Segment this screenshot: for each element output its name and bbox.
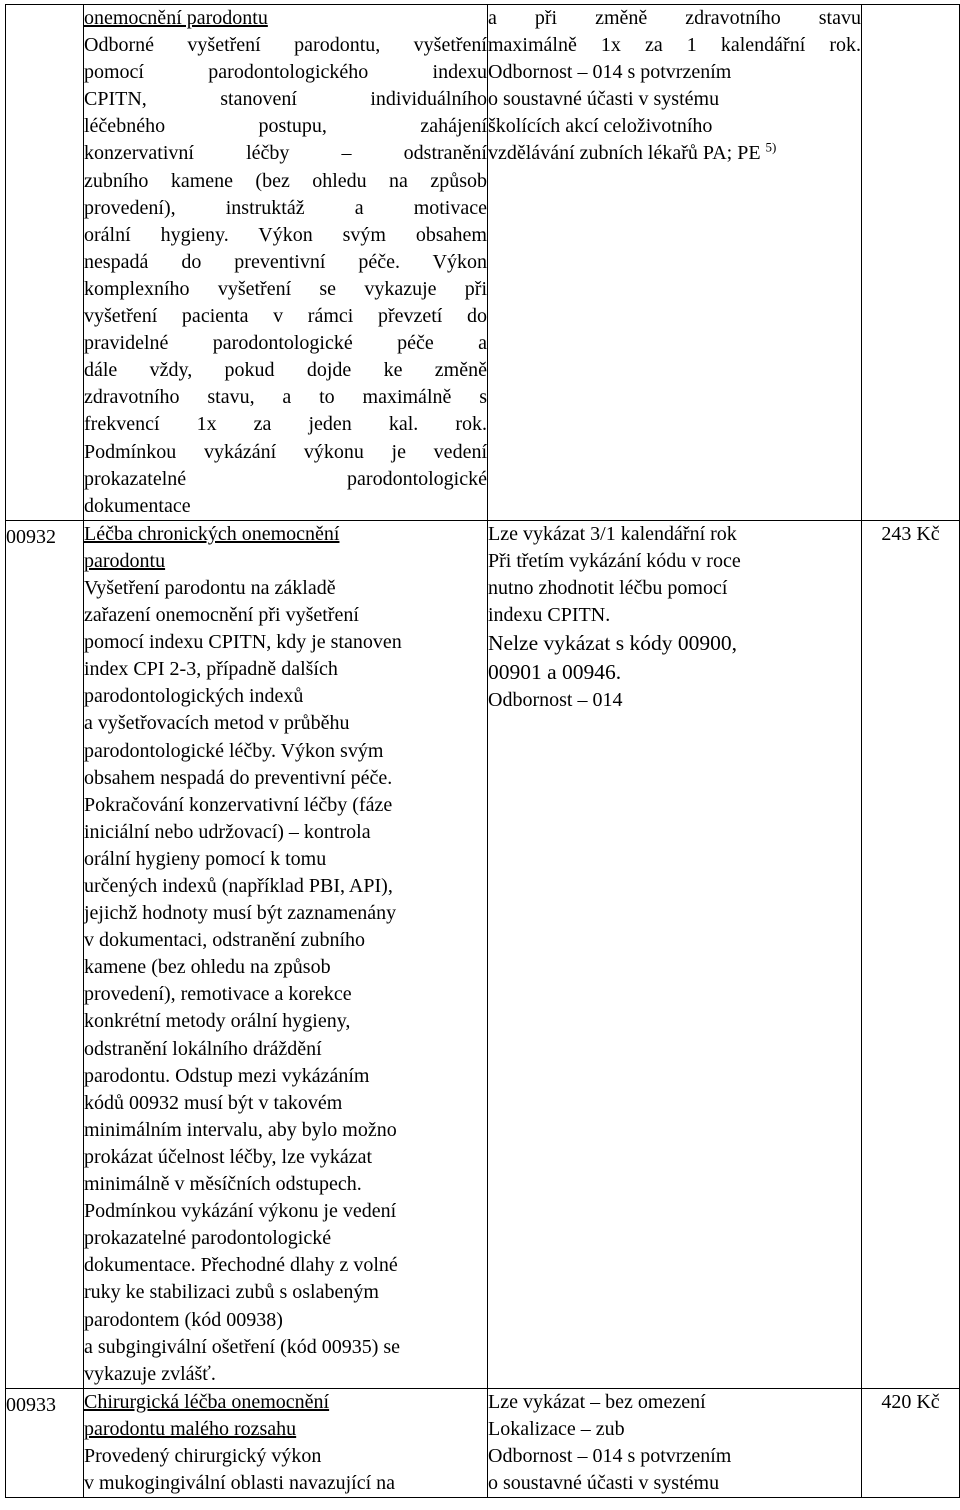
- condition-line: maximálně 1x za 1 kalendářní rok.: [488, 34, 861, 57]
- conditions: [488, 5, 862, 521]
- table-row: [6, 5, 960, 521]
- description-line: obsahem nespadá do preventivní péče.: [84, 766, 393, 789]
- description-line: a vyšetřovacích metod v průběhu: [84, 712, 350, 735]
- description-line: v dokumentaci, odstranění zubního: [84, 929, 366, 952]
- description-line: zdravotního stavu, a to maximálně s: [84, 386, 487, 409]
- description-line: Podmínkou vykázání výkonu je vedení: [84, 1200, 397, 1223]
- procedure-description: [84, 1388, 488, 1497]
- description-line: určených indexů (například PBI, API),: [84, 875, 393, 897]
- condition-line: školících akcí celoživotního: [488, 115, 713, 138]
- description-line: v mukogingivální oblasti navazující na: [84, 1472, 396, 1495]
- description-line: kamene (bez ohledu na způsob: [84, 956, 331, 979]
- condition-line: Lze vykázat – bez omezení: [488, 1390, 706, 1413]
- description-line: orální hygieny pomocí k tomu: [84, 847, 327, 870]
- description-line: dokumentace: [84, 494, 191, 517]
- description-line: odstranění lokálního dráždění: [84, 1037, 322, 1060]
- description-line: pomocí indexu CPITN, kdy je stanoven: [84, 631, 402, 654]
- description-line: dokumentace. Přechodné dlahy z volné: [84, 1254, 398, 1277]
- condition-line: vzdělávání zubních lékařů PA; PE $^{5)}$: [488, 139, 777, 165]
- procedure-table: [5, 4, 960, 1498]
- procedure-title: parodontu: [84, 549, 166, 572]
- description-line: léčebného postupu, zahájení: [84, 115, 487, 138]
- description-line: ruky ke stabilizaci zubů s oslabeným: [84, 1281, 379, 1304]
- description-line: Pokračování konzervativní léčby (fáze: [84, 793, 393, 816]
- description-line: konzervativní léčby – odstranění: [84, 142, 487, 165]
- description-line: CPITN, stanovení individuálního: [84, 88, 487, 111]
- description-line: pomocí parodontologického indexu: [84, 61, 487, 84]
- description-line: orální hygieny. Výkon svým obsahem: [84, 223, 487, 246]
- description-line: parodontem (kód 00938): [84, 1308, 283, 1331]
- condition-line: Nelze vykázat s kódy 00900,: [488, 631, 737, 656]
- description-line: pravidelné parodontologické péče a: [84, 332, 487, 355]
- table-row: [6, 1388, 960, 1497]
- description-line: zubního kamene (bez ohledu na způsob: [84, 169, 487, 192]
- condition-line: a při změně zdravotního stavu: [488, 7, 861, 29]
- procedure-description: [84, 520, 488, 1388]
- description-line: parodontologických indexů: [84, 685, 304, 708]
- footnote-marker: 5): [765, 139, 777, 155]
- condition-line: o soustavné účasti v systému: [488, 1472, 720, 1495]
- description-line: provedení), instruktáž a motivace: [84, 196, 487, 219]
- description-line: jejichž hodnoty musí být zaznamenány: [84, 902, 397, 925]
- description-line: Odborné vyšetření parodontu, vyšetření: [84, 34, 487, 57]
- description-line: konkrétní metody orální hygieny,: [84, 1010, 351, 1033]
- condition-line: o soustavné účasti v systému: [488, 88, 720, 111]
- description-line: Podmínkou vykázání výkonu je vedení: [84, 440, 487, 463]
- condition-line: nutno zhodnotit léčbu pomocí: [488, 576, 728, 599]
- description-line: dále vždy, pokud dojde ke změně: [84, 359, 487, 382]
- description-line: prokazatelné parodontologické: [84, 467, 487, 490]
- condition-line: Lokalizace – zub: [488, 1417, 625, 1440]
- condition-line: Odbornost – 014: [488, 689, 623, 712]
- description-line: parodontologické léčby. Výkon svým: [84, 739, 384, 762]
- description-line: Vyšetření parodontu na základě: [84, 576, 336, 599]
- description-line: iniciální nebo udržovací) – kontrola: [84, 820, 371, 843]
- conditions: [488, 520, 862, 1388]
- description-line: prokazatelné parodontologické: [84, 1227, 332, 1250]
- condition-line: Lze vykázat 3/1 kalendářní rok: [488, 522, 737, 545]
- description-line: provedení), remotivace a korekce: [84, 983, 352, 1006]
- procedure-code: 00932: [6, 520, 84, 1388]
- procedure-price: 420 Kč: [862, 1388, 960, 1497]
- description-line: komplexního vyšetření se vykazuje při: [84, 277, 487, 300]
- description-line: nespadá do preventivní péče. Výkon: [84, 250, 487, 273]
- description-line: frekvencí 1x za jeden kal. rok.: [84, 413, 487, 436]
- condition-line: 00901 a 00946.: [488, 660, 622, 685]
- procedure-code: [6, 5, 84, 521]
- procedure-code: 00933: [6, 1388, 84, 1497]
- description-line: minimálně v měsíčních odstupech.: [84, 1173, 362, 1196]
- procedure-title: Chirurgická léčba onemocnění: [84, 1390, 330, 1413]
- procedure-price: [862, 5, 960, 521]
- procedure-description: [84, 5, 488, 521]
- table-row: [6, 520, 960, 1388]
- description-line: a subgingivální ošetření (kód 00935) se: [84, 1335, 401, 1358]
- procedure-title: Léčba chronických onemocnění: [84, 522, 340, 545]
- procedure-price: 243 Kč: [862, 520, 960, 1388]
- condition-line: Odbornost – 014 s potvrzením: [488, 61, 732, 84]
- description-line: index CPI 2-3, případně dalších: [84, 658, 338, 681]
- description-line: vyšetření pacienta v rámci převzetí do: [84, 305, 487, 328]
- description-line: parodontu. Odstup mezi vykázáním: [84, 1064, 370, 1087]
- procedure-title: onemocnění parodontu: [84, 7, 268, 29]
- conditions: [488, 1388, 862, 1497]
- description-line: vykazuje zvlášť.: [84, 1362, 216, 1385]
- condition-line: Při třetím vykázání kódu v roce: [488, 549, 741, 572]
- description-line: prokázat účelnost léčby, lze vykázat: [84, 1145, 373, 1168]
- condition-line: Odbornost – 014 s potvrzením: [488, 1444, 732, 1467]
- description-line: zařazení onemocnění při vyšetření: [84, 604, 359, 627]
- description-line: minimálním intervalu, aby bylo možno: [84, 1118, 397, 1141]
- procedure-title: parodontu malého rozsahu: [84, 1417, 297, 1440]
- description-line: kódů 00932 musí být v takovém: [84, 1091, 343, 1114]
- description-line: Provedený chirurgický výkon: [84, 1444, 322, 1467]
- condition-line: indexu CPITN.: [488, 604, 611, 627]
